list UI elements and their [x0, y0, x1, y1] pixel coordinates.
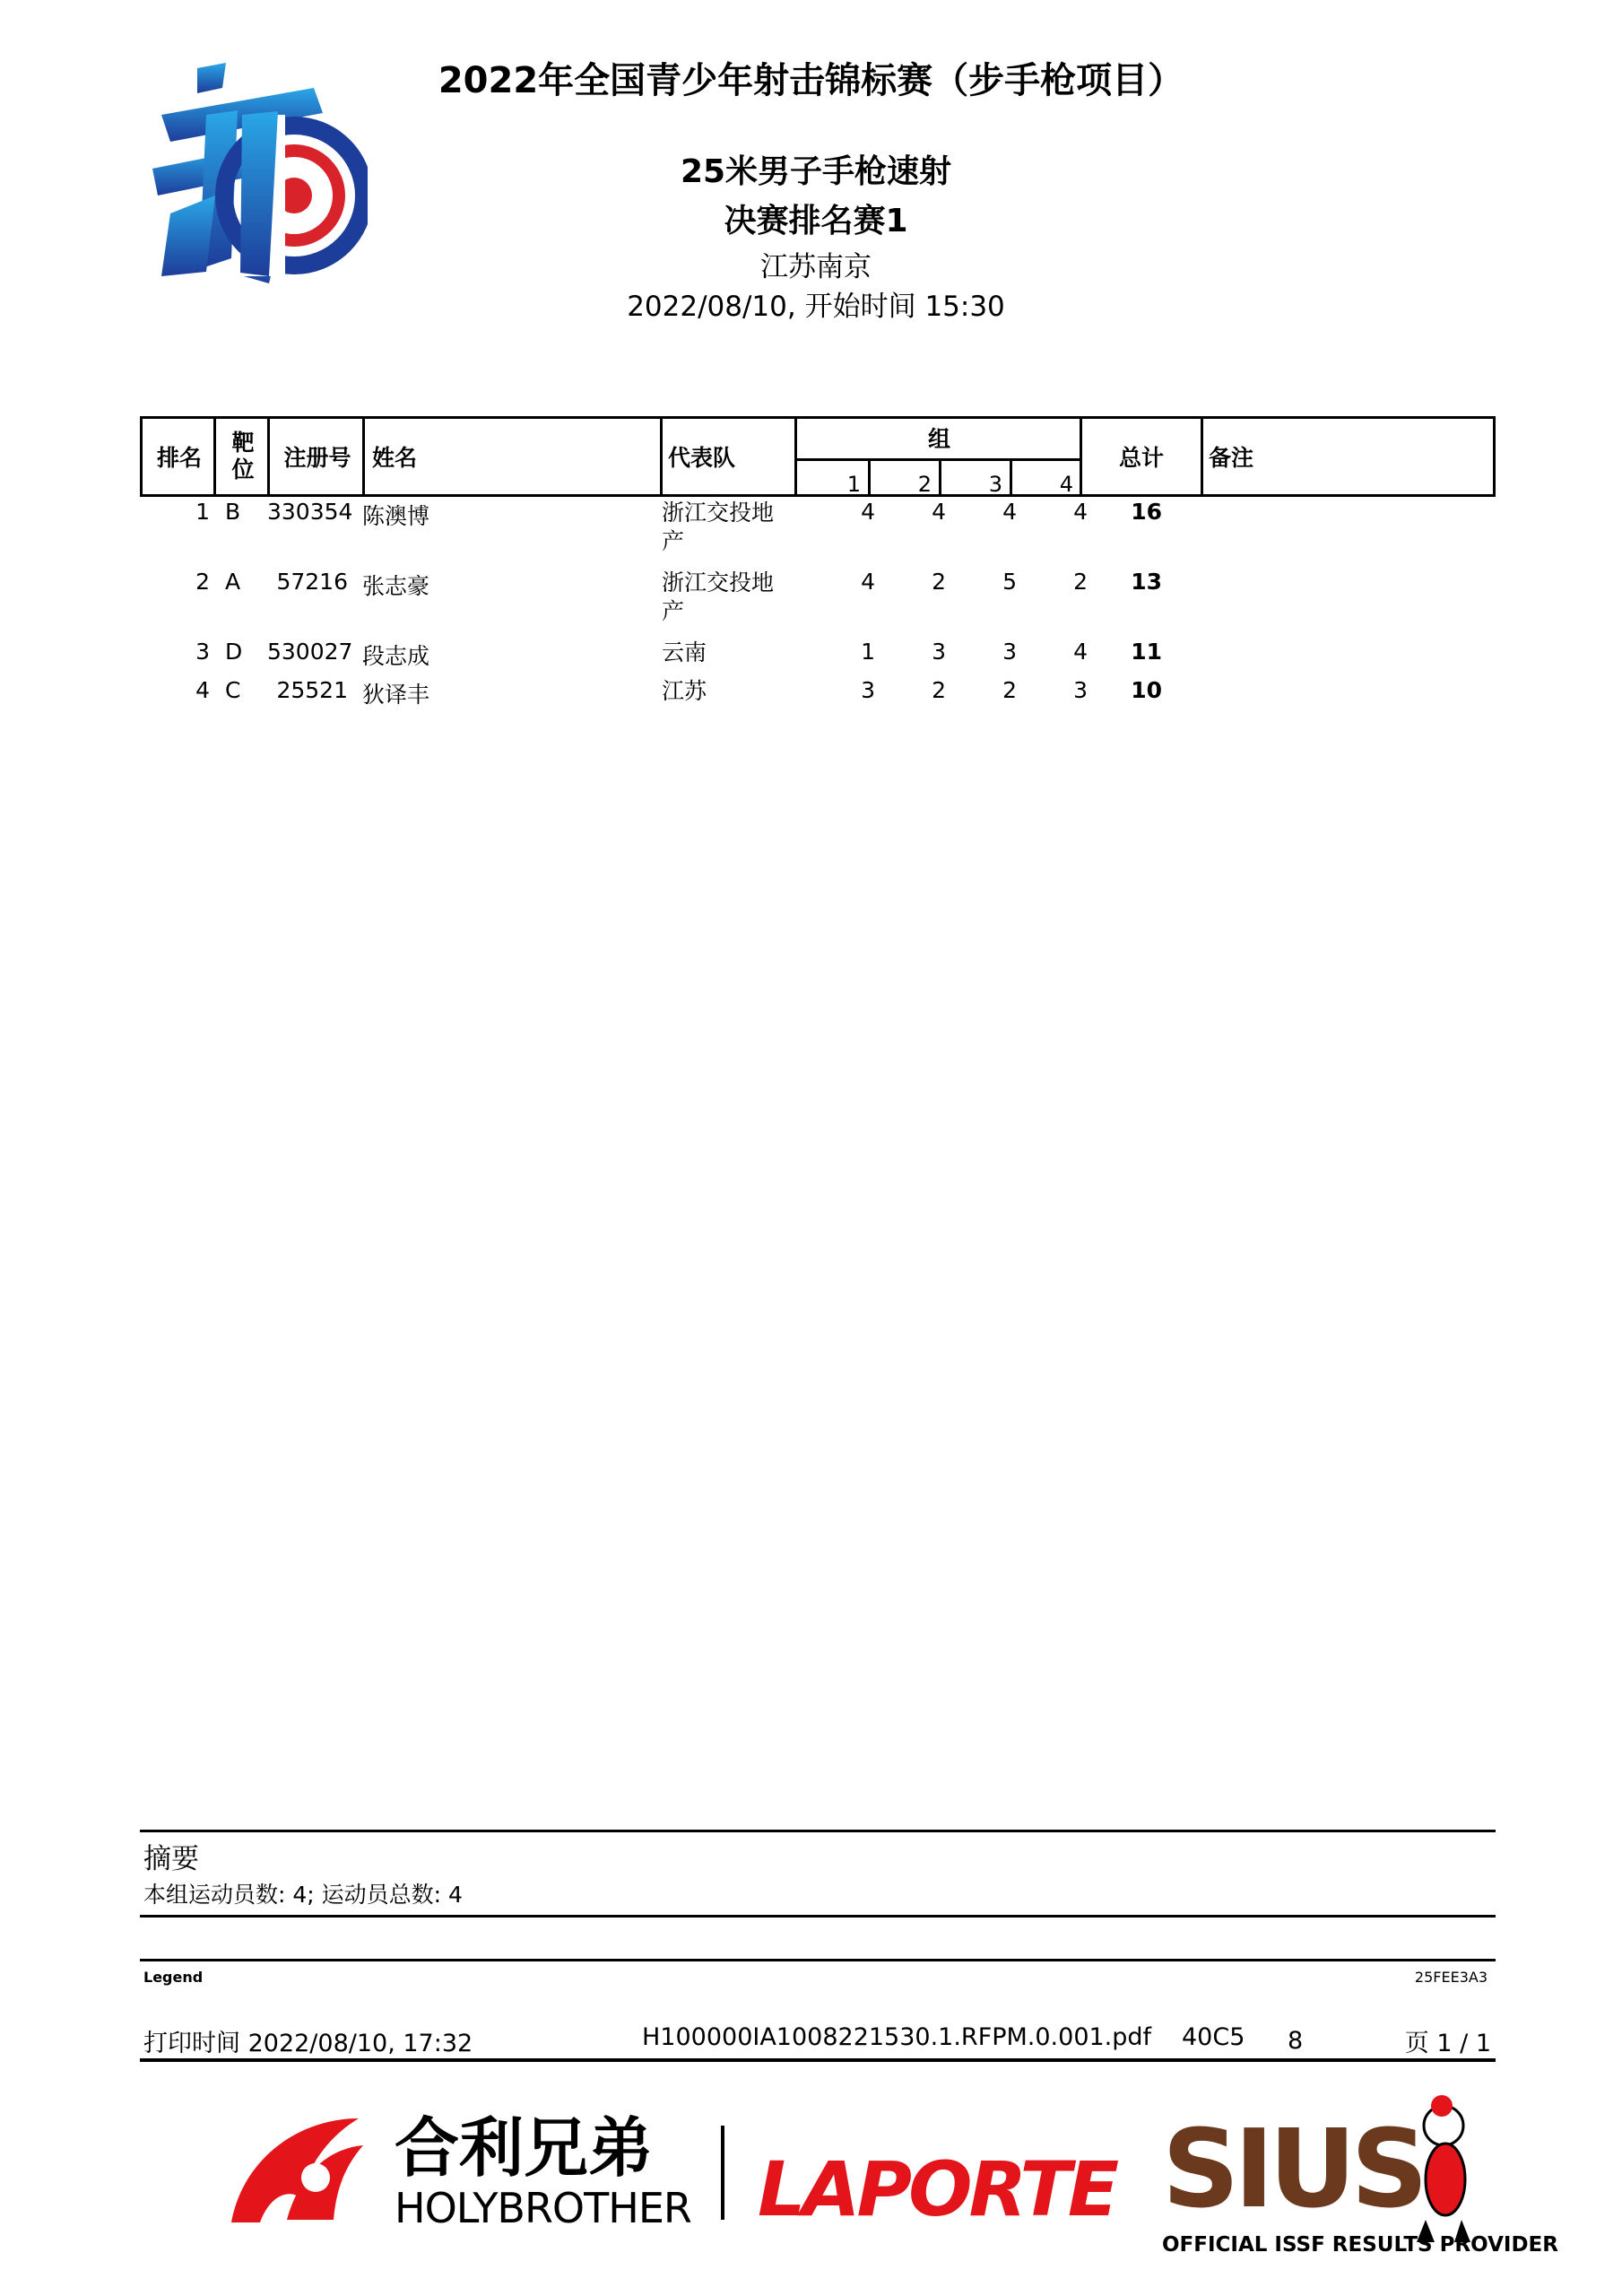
- cell-series-2: 2: [932, 569, 946, 595]
- cell-team: 浙江交投地 产: [662, 570, 775, 624]
- print-time: 打印时间 2022/08/10, 17:32: [143, 2030, 473, 2057]
- cell-lane: A: [225, 569, 241, 595]
- cell-rank: 1: [195, 499, 210, 525]
- cell-total: 10: [1131, 677, 1162, 703]
- sponsor-banner: [0, 2063, 1622, 2296]
- cell-series-2: 4: [932, 499, 946, 525]
- header-series-2: 2: [917, 472, 932, 497]
- venue: 江苏南京: [760, 251, 872, 283]
- cell-team: 江苏: [662, 678, 707, 704]
- cell-name: 段志成: [362, 643, 430, 669]
- header-rank: 排名: [156, 445, 202, 471]
- results-table: [140, 416, 1496, 716]
- document-code: 25FEE3A3: [1414, 1969, 1488, 1986]
- cell-series-3: 4: [1002, 499, 1017, 525]
- cell-series-1: 4: [861, 499, 875, 525]
- holybrother-logo: [231, 2110, 691, 2232]
- table-header: [140, 416, 1496, 497]
- page-number: 页 1 / 1: [1404, 2030, 1491, 2057]
- competition-title: 2022年全国青少年射击锦标赛（步手枪项目）: [438, 60, 1184, 101]
- cell-series-2: 2: [932, 677, 946, 703]
- cell-lane: B: [225, 499, 241, 525]
- cell-series-3: 2: [1002, 677, 1017, 703]
- cell-series-4: 4: [1073, 639, 1088, 665]
- cell-reg: 25521: [276, 677, 348, 703]
- sius-tagline: OFFICIAL ISSF RESULTS PROVIDER: [1162, 2233, 1558, 2257]
- holybrother-en-text: HOLYBROTHER: [395, 2184, 691, 2232]
- cell-team: 云南: [662, 639, 707, 665]
- file-name: H100000IA1008221530.1.RFPM.0.001.pdf: [642, 2023, 1152, 2051]
- sius-logo: [1162, 2095, 1558, 2257]
- footer-number: 8: [1288, 2027, 1304, 2055]
- cell-total: 16: [1131, 499, 1162, 525]
- cell-name: 狄译丰: [362, 682, 430, 708]
- header-remark: 备注: [1209, 445, 1254, 471]
- cell-series-2: 3: [932, 639, 946, 665]
- cell-total: 11: [1131, 639, 1162, 665]
- header-total: 总计: [1118, 445, 1164, 471]
- event-title: 25米男子手枪速射: [680, 153, 952, 190]
- cell-series-1: 3: [861, 677, 875, 703]
- cell-rank: 3: [195, 639, 210, 665]
- cell-total: 13: [1131, 569, 1162, 595]
- cell-series-1: 1: [861, 639, 875, 665]
- table-row: [140, 499, 1496, 569]
- cell-rank: 2: [195, 569, 210, 595]
- event-datetime: 2022/08/10, 开始时间 15:30: [627, 291, 1005, 323]
- cell-team: 浙江交投地 产: [662, 500, 775, 554]
- summary-bottom-rule: [140, 1915, 1496, 1918]
- cell-lane: C: [225, 677, 241, 703]
- header-lane: 靶 位: [231, 430, 255, 483]
- table-row: [140, 639, 1496, 677]
- header-group: 组: [927, 426, 950, 452]
- cell-reg: 57216: [276, 569, 348, 595]
- laporte-logo: [758, 2145, 1119, 2233]
- footer-rule: [140, 2058, 1496, 2062]
- header-team: 代表队: [668, 445, 736, 471]
- cell-series-4: 3: [1073, 677, 1088, 703]
- cell-series-4: 4: [1073, 499, 1088, 525]
- cell-series-3: 3: [1002, 639, 1017, 665]
- legend-label: Legend: [143, 1969, 204, 1986]
- header-series-1: 1: [846, 472, 861, 497]
- table-row: [140, 677, 1496, 716]
- cell-name: 陈澳博: [362, 503, 430, 529]
- cell-series-1: 4: [861, 569, 875, 595]
- header-name: 姓名: [372, 445, 418, 471]
- laporte-text: LAPORTE: [758, 2145, 1116, 2233]
- table-row: [140, 569, 1496, 639]
- summary-text: 本组运动员数: 4; 运动员总数: 4: [143, 1882, 463, 1908]
- sius-text: SIUS: [1162, 2108, 1423, 2232]
- header-series-3: 3: [988, 472, 1002, 497]
- header-series-4: 4: [1059, 472, 1073, 497]
- cell-name: 张志豪: [362, 573, 430, 599]
- cell-rank: 4: [195, 677, 210, 703]
- holybrother-cn-text: 合利兄弟: [395, 2110, 654, 2186]
- phase-title: 决赛排名赛1: [724, 203, 908, 239]
- header-reg: 注册号: [283, 445, 351, 471]
- cell-series-4: 2: [1073, 569, 1088, 595]
- cell-series-3: 5: [1002, 569, 1017, 595]
- legend-rule: [140, 1959, 1496, 1961]
- cell-reg: 330354: [267, 499, 353, 525]
- cell-reg: 530027: [267, 639, 353, 665]
- cell-lane: D: [225, 639, 243, 665]
- summary-top-rule: [140, 1830, 1496, 1832]
- summary-title: 摘要: [143, 1843, 199, 1875]
- footer-id: 40C5: [1182, 2023, 1245, 2051]
- header-series: [797, 458, 1081, 497]
